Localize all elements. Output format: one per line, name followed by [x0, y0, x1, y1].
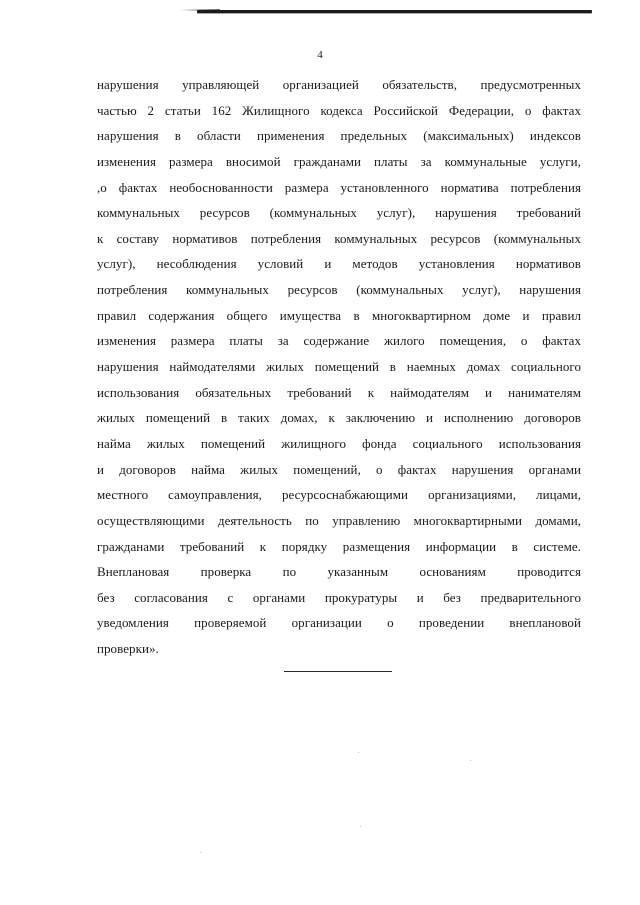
text-line: и договоров найма жилых помещений, о фактах нарушения органами — [97, 461, 581, 477]
text-line: потребления коммунальных ресурсов (коммунальных услуг), нарушения — [97, 282, 581, 298]
text-line: без согласования с органами прокуратуры и без предварительного — [97, 589, 581, 605]
text-line: проверки». — [97, 641, 159, 657]
text-line: нарушения управляющей организацией обязательств, предусмотренных — [97, 77, 581, 92]
text-line: нарушения наймодателями жилых помещений в наемных домах социального — [97, 359, 581, 375]
text-line: ,о фактах необоснованности размера установленного норматива потребления — [97, 179, 581, 195]
text-line: частью 2 статьи 162 Жилищного кодекса Российской Федерации, о фактах — [97, 102, 581, 118]
page-number: 4 — [317, 49, 323, 61]
text-line: найма жилых помещений жилищного фонда социального использования — [97, 435, 581, 451]
scan-speck — [470, 760, 471, 761]
document-body — [97, 72, 581, 662]
scan-speck — [360, 826, 361, 827]
text-line: услуг), несоблюдения условий и методов установления нормативов — [97, 256, 581, 272]
closing-divider — [284, 671, 392, 672]
text-line: жилых помещений в таких домах, к заключению и исполнению договоров — [97, 410, 581, 426]
text-line: коммунальных ресурсов (коммунальных услуг), нарушения требований — [97, 205, 581, 221]
text-line: правил содержания общего имущества в многоквартирном доме и правил — [97, 307, 581, 323]
text-line: изменения размера платы за содержание жилого помещения, о фактах — [97, 333, 581, 349]
scan-speck — [358, 752, 359, 753]
text-line: гражданами требований к порядку размещения информации в системе. — [97, 538, 581, 554]
text-line: использования обязательных требований к наймодателям и нанимателям — [97, 384, 581, 400]
text-line: изменения размера вносимой гражданами платы за коммунальные услуги, — [97, 153, 581, 169]
scan-top-rule — [197, 10, 592, 13]
scan-speck — [200, 852, 201, 853]
text-line: нарушения в области применения предельных (максимальных) индексов — [97, 128, 581, 144]
text-line: осуществляющими деятельность по управлению многоквартирными домами, — [97, 512, 581, 528]
text-line: Внеплановая проверка по указанным основаниям проводится — [97, 564, 581, 580]
text-line: уведомления проверяемой организации о проведении внеплановой — [97, 615, 581, 631]
text-line: местного самоуправления, ресурсоснабжающими организациями, лицами, — [97, 487, 581, 503]
text-line: к составу нормативов потребления коммунальных ресурсов (коммунальных — [97, 230, 581, 246]
